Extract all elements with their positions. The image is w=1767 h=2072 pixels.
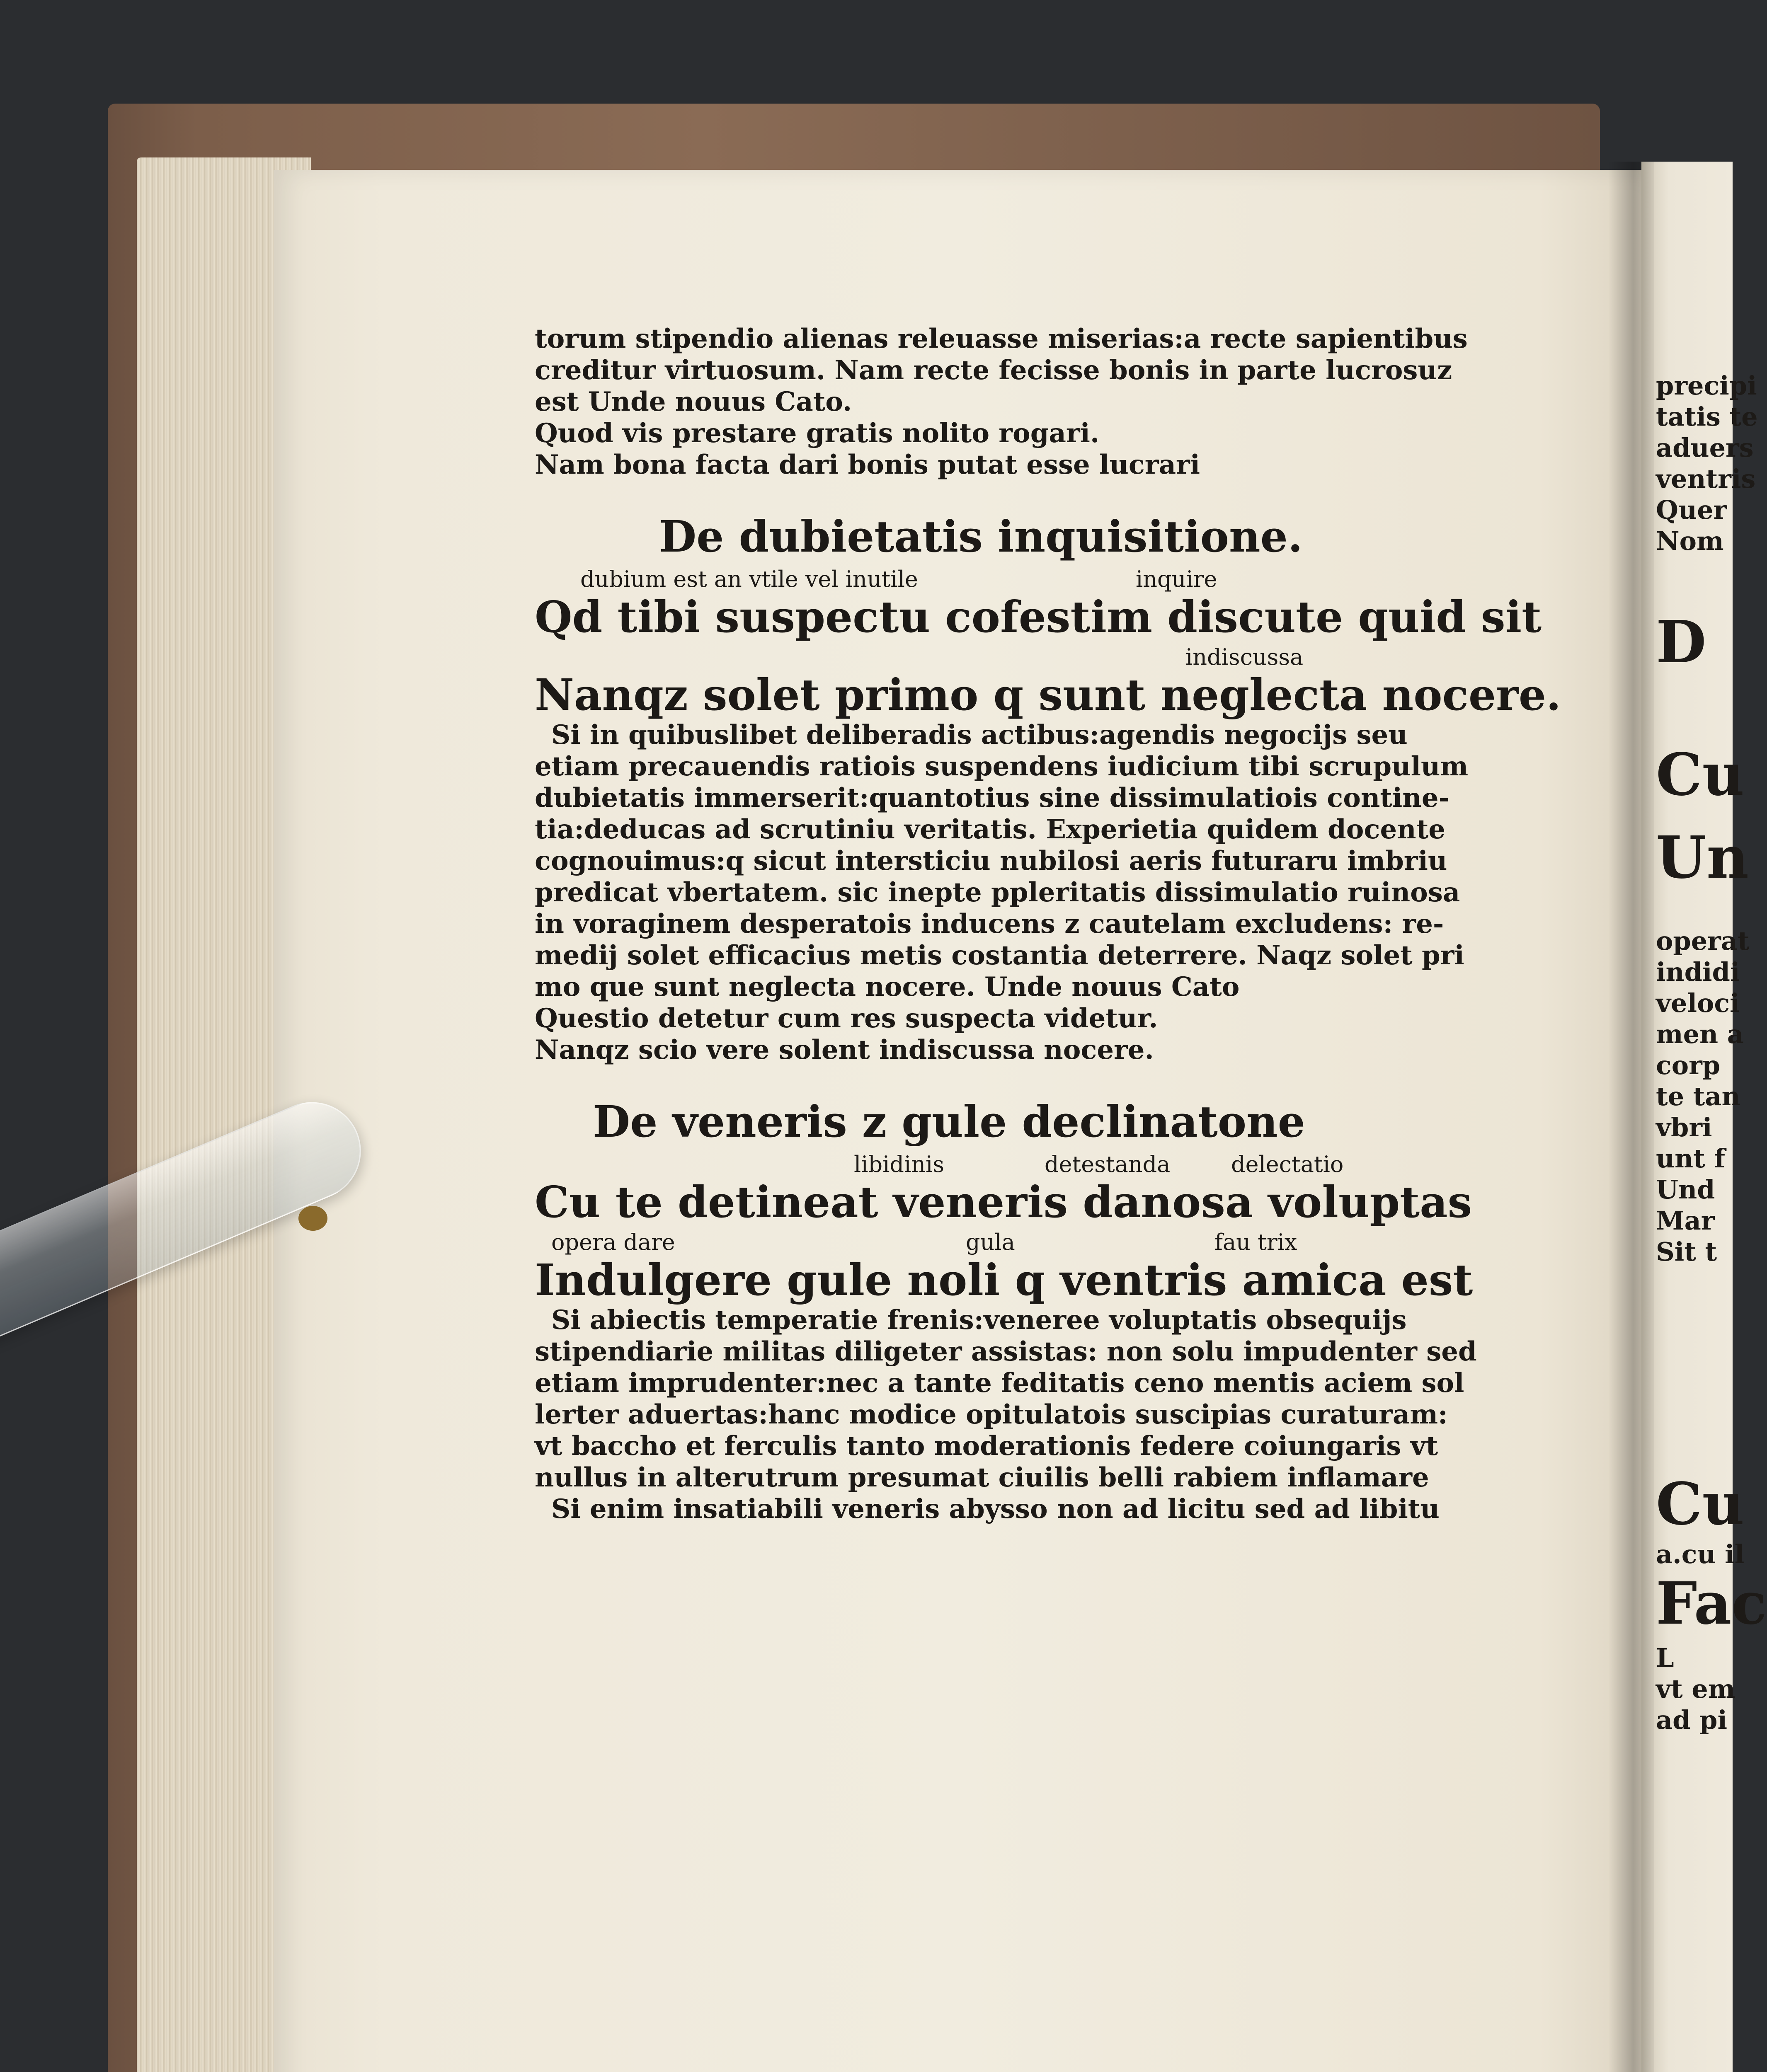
text-line: Nanqz scio vere solent indiscussa nocere. <box>535 1034 1154 1065</box>
text-line: stipendiarie militas diligeter assistas: non solu impudenter sed <box>535 1336 1477 1367</box>
facing-letter: Cu <box>1656 741 1745 809</box>
facing-line: ventris <box>1656 464 1756 494</box>
facing-letter: Un <box>1656 824 1749 892</box>
facing-line: te tan <box>1656 1081 1740 1111</box>
book-gutter <box>1608 162 1654 2072</box>
text-line: torum stipendio alienas releuasse miserias:a recte sapientibus <box>535 323 1468 354</box>
facing-line: Quer <box>1656 495 1727 525</box>
facing-letter: Fac <box>1656 1570 1767 1638</box>
verse-line: Indulgere gule noli q ventris amica est <box>535 1254 1473 1305</box>
text-line: predicat vbertatem. sic inepte ppleritatis dissimulatio ruinosa <box>535 877 1460 908</box>
gloss-word: libidinis <box>854 1151 944 1177</box>
text-line: medij solet efficacius metis costantia deterrere. Naqz solet pri <box>535 940 1464 971</box>
facing-line: indidi <box>1656 957 1740 987</box>
text-line: Quod vis prestare gratis nolito rogari. <box>535 418 1100 449</box>
text-line: mo que sunt neglecta nocere. Unde nouus Cato <box>535 971 1240 1002</box>
passage-one <box>535 323 1496 481</box>
text-line: etiam precauendis ratiois suspendens iudicium tibi scrupulum <box>535 751 1469 782</box>
interlinear-gloss <box>535 1227 1496 1256</box>
text-line: Si in quibuslibet deliberadis actibus:agendis negocijs seu <box>551 719 1408 750</box>
facing-line: Und <box>1656 1174 1715 1205</box>
text-line: vt baccho et ferculis tanto moderationis federe coiungaris vt <box>535 1431 1438 1462</box>
text-line: in voraginem desperatois inducens z cautelam excludens: re- <box>535 908 1444 939</box>
facing-line: operat <box>1656 926 1750 956</box>
commentary <box>535 719 1496 1066</box>
interlinear-gloss <box>535 564 1496 593</box>
section-dubietas <box>535 510 1561 1066</box>
facing-line: corp <box>1656 1050 1721 1080</box>
main-text-block <box>535 323 1561 1525</box>
facing-line: a.cu il <box>1656 1539 1745 1569</box>
text-line: Si enim insatiabili veneris abysso non ad licitu sed ad libitu <box>551 1493 1440 1525</box>
text-line: Nam bona facta dari bonis putat esse lucrari <box>535 449 1200 480</box>
gloss-word: delectatio <box>1231 1151 1344 1177</box>
text-line: Si abiectis temperatie frenis:veneree voluptatis obsequijs <box>551 1305 1407 1336</box>
page-weight-tip <box>298 1206 327 1231</box>
facing-line: tatis te <box>1656 402 1758 432</box>
facing-line: veloci <box>1656 988 1740 1018</box>
text-line: est Unde nouus Cato. <box>535 386 852 417</box>
text-line: creditur virtuosum. Nam recte fecisse bonis in parte lucrosuz <box>535 355 1452 386</box>
text-line: tia:deducas ad scrutiniu veritatis. Experietia quidem docente <box>535 814 1445 845</box>
gloss-word: inquire <box>1136 566 1217 592</box>
verse-line: Cu te detineat veneris danosa voluptas <box>535 1176 1472 1227</box>
facing-line: precipi <box>1656 370 1757 401</box>
section-veneris <box>535 1095 1496 1525</box>
facing-line: Mar <box>1656 1205 1715 1236</box>
facing-line: vbri <box>1656 1112 1712 1143</box>
text-line: Questio detetur cum res suspecta videtur. <box>535 1003 1158 1034</box>
facing-line: Nom <box>1656 526 1724 556</box>
facing-letter: Cu <box>1656 1470 1745 1538</box>
gloss-word: fau trix <box>1214 1229 1297 1255</box>
gloss-word: opera dare <box>551 1229 675 1255</box>
facing-line: men a <box>1656 1019 1744 1049</box>
text-line: etiam imprudenter:nec a tante feditatis ceno mentis aciem sol <box>535 1368 1464 1399</box>
text-line: nullus in alterutrum presumat ciuilis belli rabiem inflamare <box>535 1462 1429 1493</box>
facing-line: unt f <box>1656 1143 1726 1174</box>
gloss-word: detestanda <box>1045 1151 1171 1177</box>
facing-line: ad pi <box>1656 1705 1728 1735</box>
interlinear-gloss <box>535 1149 1496 1178</box>
text-line: dubietatis immerserit:quantotius sine dissimulatiois contine- <box>535 782 1450 813</box>
gloss-word: dubium est an vtile vel inutile <box>580 566 918 592</box>
facing-letter: D <box>1656 608 1706 676</box>
section-heading: De veneris z gule declinatone <box>593 1096 1305 1147</box>
commentary <box>535 1305 1496 1525</box>
gloss-word: gula <box>966 1229 1015 1255</box>
verse-line: Nanqz solet primo q sunt neglecta nocere. <box>535 669 1561 720</box>
facing-line: aduers <box>1656 433 1754 463</box>
section-heading: De dubietatis inquisitione. <box>659 511 1303 562</box>
facing-line: L <box>1656 1643 1674 1673</box>
gloss-word: indiscussa <box>1185 644 1304 670</box>
text-line: cognouimus:q sicut intersticiu nubilosi aeris futuraru imbriu <box>535 845 1447 876</box>
facing-line: Sit t <box>1656 1237 1717 1267</box>
facing-line: vt em <box>1656 1674 1735 1704</box>
verse-line: Qd tibi suspectu cofestim discute quid sit <box>535 591 1542 642</box>
interlinear-gloss <box>535 641 1496 670</box>
text-line: lerter aduertas:hanc modice opitulatois suscipias curaturam: <box>535 1399 1448 1430</box>
